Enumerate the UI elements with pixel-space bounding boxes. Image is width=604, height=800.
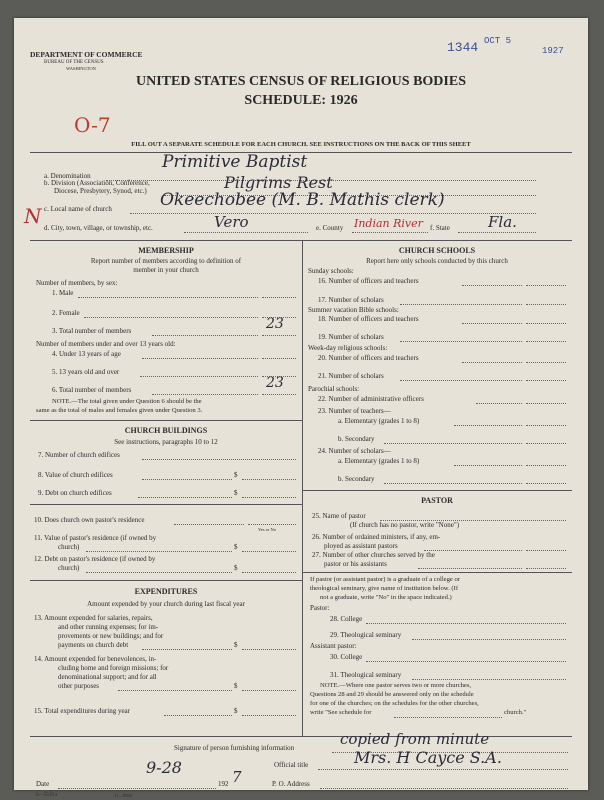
official-title-value: Mrs. H Cayce S.A. bbox=[354, 748, 502, 767]
year-prefix: 192 bbox=[218, 780, 229, 788]
county-label: e. County bbox=[316, 224, 344, 232]
census-schedule-form bbox=[14, 18, 588, 798]
q17-label: 17. Number of scholars bbox=[318, 296, 384, 304]
state-label: f. State bbox=[430, 224, 450, 232]
q2-label: 2. Female bbox=[52, 309, 80, 317]
q11-label: 11. Value of pastor's residence (if owned by bbox=[34, 534, 157, 542]
q12-dollar: $ bbox=[234, 564, 238, 572]
q13-label: 13. Amount expended for salaries, repairs, bbox=[34, 614, 153, 622]
pastor-subheading: Pastor: bbox=[310, 604, 330, 612]
q24b-label: b. Secondary bbox=[338, 475, 375, 483]
schedule-title: SCHEDULE: 1926 bbox=[244, 93, 358, 108]
signature-label: Signature of person furnishing information bbox=[174, 744, 295, 752]
q26-label: 26. Number of ordained ministers, if any, em- bbox=[312, 533, 441, 541]
q14-label-4: other purposes bbox=[58, 682, 100, 690]
membership-note-2: same as the total of males and females given under Question 3. bbox=[36, 407, 203, 414]
q23-label: 23. Number of teachers— bbox=[318, 407, 391, 415]
q25-note: (If church has no pastor, write "None") bbox=[350, 521, 460, 529]
date-value: 9-28 bbox=[146, 758, 182, 777]
q12-label: 12. Debt on pastor's residence (if owned by bbox=[34, 555, 156, 563]
weekday-heading: Week-day religious schools: bbox=[308, 344, 388, 352]
expenditures-title: EXPENDITURES bbox=[134, 587, 198, 596]
membership-intro-2: member in your church bbox=[133, 266, 199, 274]
q4-label: 4. Under 13 years of age bbox=[52, 350, 121, 358]
q5-label: 5. 13 years old and over bbox=[52, 368, 120, 376]
division-label: b. Division (Association, Conference, bbox=[44, 179, 150, 187]
yes-no-hint: Yes or No bbox=[258, 527, 277, 532]
date-label: Date bbox=[36, 780, 50, 788]
instruction-line: FILL OUT A SEPARATE SCHEDULE FOR EACH CHURCH. SEE INSTRUCTIONS ON THE BACK OF THIS SHEET bbox=[131, 141, 471, 148]
city-name: WASHINGTON bbox=[66, 66, 96, 71]
q21-label: 21. Number of scholars bbox=[318, 372, 384, 380]
assistant-subheading: Assistant pastor: bbox=[310, 642, 357, 650]
q28-label: 28. College bbox=[330, 615, 363, 623]
stamp-year: 1927 bbox=[542, 46, 564, 56]
q24a-label: a. Elementary (grades 1 to 8) bbox=[338, 457, 420, 465]
q3-label: 3. Total number of members bbox=[52, 327, 132, 335]
q6-value: 23 bbox=[266, 375, 284, 391]
department-name: DEPARTMENT OF COMMERCE bbox=[30, 50, 143, 59]
q20-label: 20. Number of officers and teachers bbox=[318, 354, 419, 362]
q24-label: 24. Number of scholars— bbox=[318, 447, 391, 455]
signature-value: copied from minute bbox=[340, 730, 490, 748]
q7-label: 7. Number of church edifices bbox=[38, 451, 120, 459]
q11-label-2: church) bbox=[58, 543, 80, 551]
q6-label: 6. Total number of members bbox=[52, 386, 132, 394]
graduate-note-3: not a graduate, write "No" in the space indicated.) bbox=[320, 594, 452, 601]
buildings-intro: See instructions, paragraphs 10 to 12 bbox=[114, 438, 218, 446]
county-value: Indian River bbox=[354, 217, 423, 230]
graduate-note-1: If pastor (or assistant pastor) is a graduate of a college or bbox=[310, 576, 460, 583]
q14-label-3: denominational support; and for all bbox=[58, 673, 157, 681]
q31-label: 31. Theological seminary bbox=[330, 671, 402, 679]
pastor-note-4: write "See schedule for bbox=[310, 709, 372, 716]
q9-dollar: $ bbox=[234, 489, 238, 497]
pastor-title: PASTOR bbox=[421, 496, 453, 505]
q25-label: 25. Name of pastor bbox=[312, 512, 366, 520]
q27-label-2: pastor or his assistants bbox=[324, 560, 387, 568]
stamp-date: OCT 5 bbox=[484, 36, 512, 46]
stamp-number: 1344 bbox=[447, 40, 479, 55]
sunday-heading: Sunday schools: bbox=[308, 267, 354, 275]
graduate-note-2: theological seminary, give name of institution below. (If bbox=[310, 585, 459, 592]
buildings-title: CHURCH BUILDINGS bbox=[124, 426, 208, 435]
expenditures-intro: Amount expended by your church during last fiscal year bbox=[87, 600, 245, 608]
schools-intro: Report here only schools conducted by this church bbox=[366, 257, 508, 265]
q30-label: 30. College bbox=[330, 653, 363, 661]
age-heading: Number of members under and over 13 years old: bbox=[36, 340, 176, 348]
form-number: S—5519 a bbox=[36, 793, 58, 798]
q10-label: 10. Does church own pastor's residence bbox=[34, 516, 145, 524]
city-value: Vero bbox=[214, 213, 249, 231]
pastor-note-2: Questions 28 and 29 should be answered only on the schedule bbox=[310, 691, 474, 698]
q3-value: 23 bbox=[266, 316, 284, 332]
q15-label: 15. Total expenditures during year bbox=[34, 707, 130, 715]
q1-label: 1. Male bbox=[52, 289, 74, 297]
official-title-label: Official title bbox=[274, 761, 309, 769]
members-by-sex: Number of members, by sex: bbox=[36, 279, 118, 287]
parochial-heading: Parochial schools: bbox=[308, 385, 360, 393]
church-name-label: c. Local name of church bbox=[44, 205, 112, 213]
bureau-name: BUREAU OF THE CENSUS bbox=[44, 60, 104, 65]
schedule-code: O-7 bbox=[74, 113, 111, 137]
q23a-label: a. Elementary (grades 1 to 8) bbox=[338, 417, 420, 425]
membership-intro-1: Report number of members according to definition of bbox=[90, 257, 242, 265]
q16-label: 16. Number of officers and teachers bbox=[318, 277, 419, 285]
q15-dollar: $ bbox=[234, 707, 238, 715]
state-value: Fla. bbox=[488, 213, 517, 231]
form-title: UNITED STATES CENSUS OF RELIGIOUS BODIES bbox=[135, 74, 466, 89]
q26-label-2: ployed as assistant pastors bbox=[324, 542, 398, 550]
q9-label: 9. Debt on church edifices bbox=[38, 489, 112, 497]
pastor-note-3: for one of the churches; on the schedules for the other churches, bbox=[310, 700, 479, 707]
print-number: 11—9584 bbox=[114, 793, 132, 798]
city-label: d. City, town, village, or township, etc. bbox=[44, 224, 153, 232]
q18-label: 18. Number of officers and teachers bbox=[318, 315, 419, 323]
year-value: 7 bbox=[232, 768, 242, 786]
denomination-label: a. Denomination bbox=[44, 172, 91, 180]
q13-label-3: provements or new buildings; and for bbox=[58, 632, 164, 640]
q22-label: 22. Number of administrative officers bbox=[318, 395, 424, 403]
membership-note-1: NOTE.—The total given under Question 6 should be the bbox=[52, 398, 202, 405]
q13-dollar: $ bbox=[234, 641, 238, 649]
po-address-label: P. O. Address bbox=[272, 780, 310, 788]
denomination-value: Primitive Baptist bbox=[162, 152, 308, 172]
membership-title: MEMBERSHIP bbox=[138, 246, 194, 255]
q8-dollar: $ bbox=[234, 471, 238, 479]
q11-dollar: $ bbox=[234, 543, 238, 551]
pastor-note-5: church." bbox=[504, 709, 527, 716]
q14-label: 14. Amount expended for benevolences, in- bbox=[34, 655, 157, 663]
q29-label: 29. Theological seminary bbox=[330, 631, 402, 639]
church-name-value: Okeechobee (M. B. Mathis clerk) bbox=[160, 190, 445, 210]
schools-title: CHURCH SCHOOLS bbox=[398, 246, 476, 255]
q19-label: 19. Number of scholars bbox=[318, 333, 384, 341]
q27-label: 27. Number of other churches served by the bbox=[312, 551, 435, 559]
q8-label: 8. Value of church edifices bbox=[38, 471, 113, 479]
division-value: Pilgrims Rest bbox=[224, 173, 333, 192]
pastor-note-1: NOTE.—Where one pastor serves two or more churches, bbox=[320, 682, 472, 689]
q13-label-4: payments on church debt bbox=[58, 641, 129, 649]
q14-dollar: $ bbox=[234, 682, 238, 690]
q14-label-2: cluding home and foreign missions; for bbox=[58, 664, 169, 672]
q23b-label: b. Secondary bbox=[338, 435, 375, 443]
division-label-2: Diocese, Presbytery, Synod, etc.) bbox=[54, 187, 147, 195]
summer-heading: Summer vacation Bible schools: bbox=[308, 306, 399, 314]
margin-mark: N bbox=[24, 204, 42, 228]
q13-label-2: and other running expenses; for im- bbox=[58, 623, 159, 631]
q12-label-2: church) bbox=[58, 564, 80, 572]
